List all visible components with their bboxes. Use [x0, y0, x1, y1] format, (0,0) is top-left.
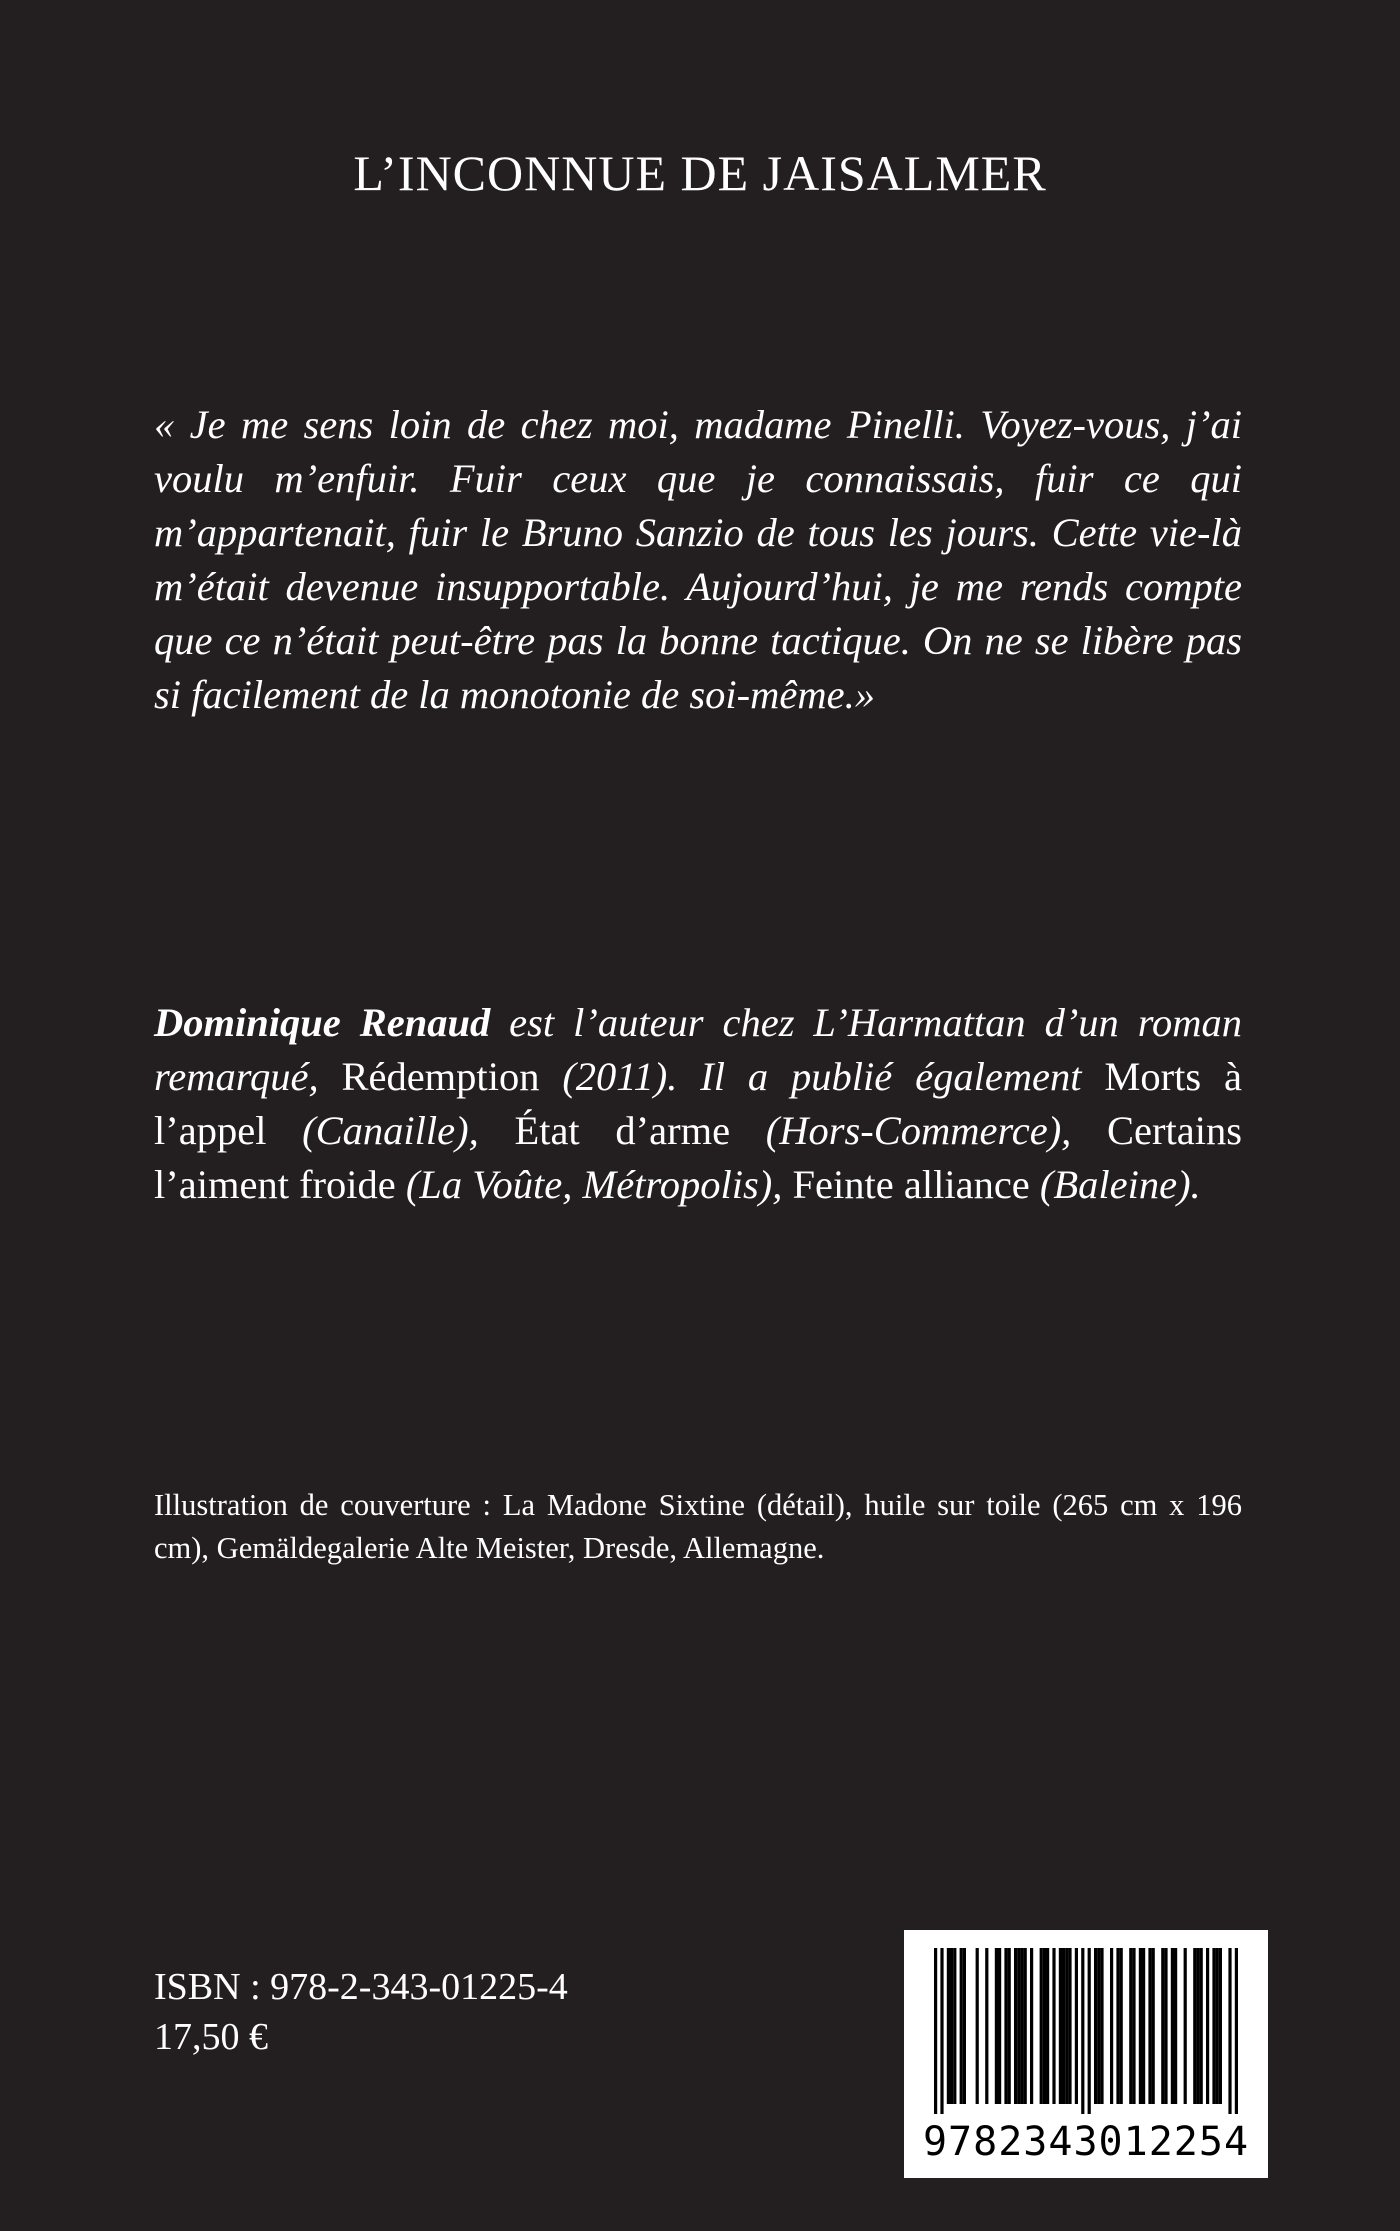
barcode-guard-bar — [1088, 1948, 1091, 2114]
barcode-bars — [932, 1948, 1240, 2114]
bio-text-1: est l’auteur chez L’Harmattan d’un roman remarqué, — [154, 1000, 1242, 1099]
barcode-bar — [1030, 1948, 1033, 2104]
barcode-bar — [1024, 1948, 1027, 2104]
barcode-bar — [960, 1948, 963, 2104]
barcode-bar — [1212, 1948, 1215, 2104]
barcode-bar — [1120, 1948, 1123, 2104]
barcode-bar — [1040, 1948, 1043, 2104]
bio-text-6: (Baleine). — [1029, 1162, 1201, 1207]
bio-title-certains: Certains l’aiment froide — [154, 1108, 1242, 1207]
barcode-bar — [1129, 1948, 1132, 2104]
barcode-bar — [976, 1948, 979, 2104]
barcode-digits: 9782343012254 — [922, 2119, 1250, 2165]
barcode-bar — [1020, 1948, 1023, 2104]
cover-credit: Illustration de couverture : La Madone Sixtine (détail), huile sur toile (265 cm x 196 cm), Gemäldegalerie Alte Meister, Dresde, Allemagne. — [154, 1488, 1242, 1565]
bio-title-morts: Morts à l’appel — [154, 1054, 1242, 1153]
barcode-bar — [1110, 1948, 1113, 2104]
barcode — [904, 1930, 1268, 2178]
barcode-bar — [1014, 1948, 1017, 2104]
barcode-guard-bar — [1235, 1948, 1238, 2114]
book-title: L’INCONNUE DE JAISALMER — [353, 145, 1047, 201]
bio-text-4: (Hors-Commerce), — [730, 1108, 1108, 1153]
author-name: Dominique Renaud — [154, 1000, 491, 1045]
barcode-guard-bar — [1081, 1948, 1084, 2114]
barcode-bar — [1132, 1948, 1135, 2104]
barcode-bar — [1196, 1948, 1199, 2104]
barcode-bar — [1116, 1948, 1119, 2104]
barcode-bar — [1206, 1948, 1209, 2104]
barcode-bar — [1174, 1948, 1177, 2104]
barcode-bar — [1219, 1948, 1222, 2104]
bio-text-3: (Canaille), — [266, 1108, 515, 1153]
barcode-bar — [1171, 1948, 1174, 2104]
barcode-bar — [1065, 1948, 1068, 2104]
barcode-guard-bar — [934, 1948, 937, 2114]
barcode-bar — [1139, 1948, 1142, 2104]
price-line: 17,50 € — [154, 2016, 268, 2058]
barcode-bar — [998, 1948, 1001, 2104]
barcode-bar — [985, 1948, 988, 2104]
barcode-bar — [947, 1948, 950, 2104]
barcode-bar — [953, 1948, 956, 2104]
barcode-bar — [1161, 1948, 1164, 2104]
barcode-bar — [1046, 1948, 1049, 2104]
barcode-bar — [1097, 1948, 1100, 2104]
barcode-bar — [950, 1948, 953, 2104]
author-bio — [154, 996, 1242, 1212]
barcode-bar — [1062, 1948, 1065, 2104]
barcode-bar — [1184, 1948, 1187, 2104]
barcode-bar — [1216, 1948, 1219, 2104]
barcode-bar — [1200, 1948, 1203, 2104]
barcode-bar — [1043, 1948, 1046, 2104]
bio-title-redemption: Rédemption — [341, 1054, 540, 1099]
barcode-bar — [1068, 1948, 1071, 2104]
blurb-quote: « Je me sens loin de chez moi, madame Pinelli. Voyez-vous, j’ai voulu m’enfuir. Fuir ceux que je connaissais, fuir ce qui m’appartenait, fuir le Bruno Sanzio de tous les jours. Cette vie-là m’était devenue insupportable. Aujourd’hui, je me rends compte que ce n’était peut-être pas la bonne tactique. On ne se libère pas si facilement de la monotonie de soi-même.» — [154, 402, 1242, 717]
bio-title-feinte: Feinte alliance — [792, 1162, 1030, 1207]
barcode-bar — [1148, 1948, 1151, 2104]
isbn-line: ISBN : 978-2-343-01225-4 — [154, 1966, 568, 2008]
barcode-bar — [1142, 1948, 1145, 2104]
barcode-bar — [1059, 1948, 1062, 2104]
barcode-bar — [1052, 1948, 1055, 2104]
barcode-bar — [1017, 1948, 1020, 2104]
barcode-bar — [995, 1948, 998, 2104]
barcode-bar — [1075, 1948, 1078, 2104]
barcode-bar — [1094, 1948, 1097, 2104]
barcode-bar — [1193, 1948, 1196, 2104]
bio-title-etat: État d’arme — [514, 1108, 731, 1153]
barcode-bar — [1152, 1948, 1155, 2104]
barcode-bar — [1164, 1948, 1167, 2104]
barcode-bar — [963, 1948, 966, 2104]
barcode-bar — [1008, 1948, 1011, 2104]
barcode-bar — [1004, 1948, 1007, 2104]
barcode-bar — [1100, 1948, 1103, 2104]
bio-text-5: (La Voûte, Métropolis), — [395, 1162, 793, 1207]
bio-text-2: (2011). Il a publié également — [539, 1054, 1105, 1099]
barcode-guard-bar — [940, 1948, 943, 2114]
barcode-guard-bar — [1228, 1948, 1231, 2114]
